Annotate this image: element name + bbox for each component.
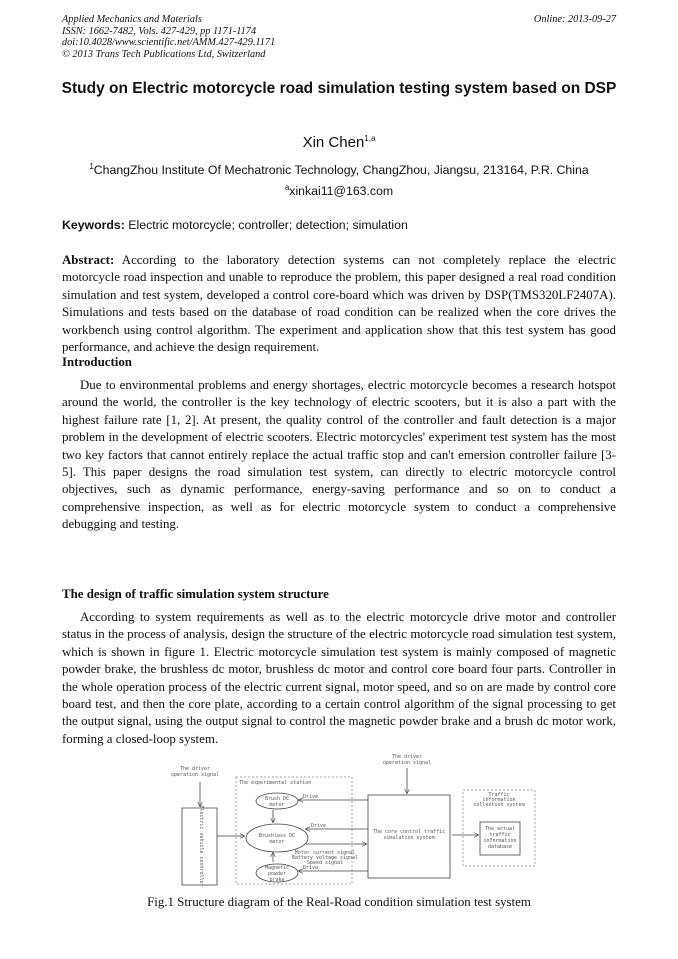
keywords-text: Electric motorcycle; controller; detection; simulation [124, 218, 408, 232]
label-brake-2: powder [267, 871, 287, 877]
section-heading: The design of traffic simulation system structure [62, 587, 329, 601]
label-brushless-1: Brushless DC [258, 833, 296, 839]
paper-title: Study on Electric motorcycle road simulation testing system based on DSP [61, 80, 617, 97]
issn: ISSN: 1662-7482, Vols. 427-429, pp 1171-1174 [62, 25, 257, 37]
email-sup: a [284, 183, 290, 192]
section-heading: Introduction [62, 355, 132, 369]
label-brush-2: motor [269, 802, 285, 808]
copyright: © 2013 Trans Tech Publications Ltd, Switzerland [62, 48, 266, 60]
figure-caption: Fig.1 Structure diagram of the Real-Road condition simulation test system [147, 895, 531, 909]
email-text: xinkai11@163.com [289, 184, 394, 199]
label-signal-2: Battery voltage signal [291, 855, 359, 861]
label-traffic-2: information [482, 797, 516, 803]
label-driver-top-2: operation signal [382, 760, 432, 766]
label-brush-1: Brush DC [264, 796, 290, 802]
label-driver-2: operation signal [170, 772, 220, 778]
label-core-2: simulation system [383, 835, 435, 841]
label-brake-3: brake [269, 877, 285, 883]
label-core-1: The core control traffic [372, 829, 446, 835]
label-db-3: information [483, 838, 517, 844]
affiliation-sup: 1 [89, 162, 94, 171]
label-db-2: traffic [489, 832, 511, 838]
label-traffic-1: Traffic [488, 792, 510, 798]
label-traffic-3: collection system [473, 802, 525, 808]
label-station: The experimental station [239, 780, 312, 786]
keywords-label: Keywords: [62, 218, 125, 232]
abstract-text: According to the laboratory detection systems can not completely replace the electric motorcycle road inspection and unable to reproduce the problem, this paper designed a real road condition simulation and test system, developed a control core-board which was driven by DSP(TMS320LF2407A). Simulations and tests based on the database of road condition can be realized when the core drives the workbench using control algorithm. The experiment and application show that this test system has good performance, and achieve the design requirement. [62, 253, 616, 355]
label-db-4: database [487, 844, 513, 850]
section-body: Due to environmental problems and energy shortages, electric motorcycle becomes a research hotspot around the world, the controller is the key technology of electric scooters, but it is also a part with the highest failure rate [1, 2]. At present, the quality control of the controller and fault detection is a major problem in the development of electric scooters. Electric motorcycles' experiment test system has the most two key factors that cannot entirely replace the actual traffic stop and can't emersion controller failure [3-5]. This paper designs the road simulation test system, can directly to electric motorcycle control objectives, such as dynamic performance, energy-saving performance and so on to conduct a comprehensive inspection, as well as for electric motorcycle system to conduct a comprehensive debugging and testing. [62, 378, 616, 532]
label-signal-3: Speed signal [306, 860, 344, 866]
author-name: Xin Chen [302, 134, 365, 151]
abstract-label: Abstract: [62, 253, 115, 267]
label-drive: Drive [303, 794, 319, 800]
journal-name: Applied Mechanics and Materials [62, 14, 202, 25]
label-drive: Drive [303, 865, 319, 871]
label-driver-top: The driver [391, 754, 423, 760]
label-brake-1: Magnetic [264, 865, 290, 871]
doi: doi:10.4028/www.scientific.net/AMM.427-429.1171 [62, 37, 276, 49]
section-body: According to system requirements as well as to the electric motorcycle drive motor and controller status in the process of analysis, design the structure of the electric motorcycle road simulation test system, which is shown in figure 1. Electric motorcycle simulation test system is mainly composed of magnetic powder brake, the brushless dc motor, brushless dc motor and control core board four parts. Controller in the whole operation process of the electric current signal, motor speed, and so on are made by control core board test, and then the core plate, according to a certain control algorithm of the signal processing to get the output signal, using the output signal to control the magnetic powder brake and a brush dc motor work, forming a closed-loop system. [62, 610, 616, 746]
label-brushless-2: motor [269, 839, 285, 845]
affiliation-text: ChangZhou Institute Of Mechatronic Technology, ChangZhou, Jiangsu, 213164, P.R. China [93, 163, 589, 178]
label-drive: Drive [311, 823, 327, 829]
label-driver: The driver [179, 766, 211, 772]
online-date: Online: 2013-09-27 [533, 14, 616, 25]
label-controller: Electric vehicle controller [198, 805, 204, 887]
author-sup: 1,a [364, 134, 376, 143]
label-db-1: The actual [484, 826, 516, 832]
label-signal-1: Motor current signal [294, 850, 356, 856]
